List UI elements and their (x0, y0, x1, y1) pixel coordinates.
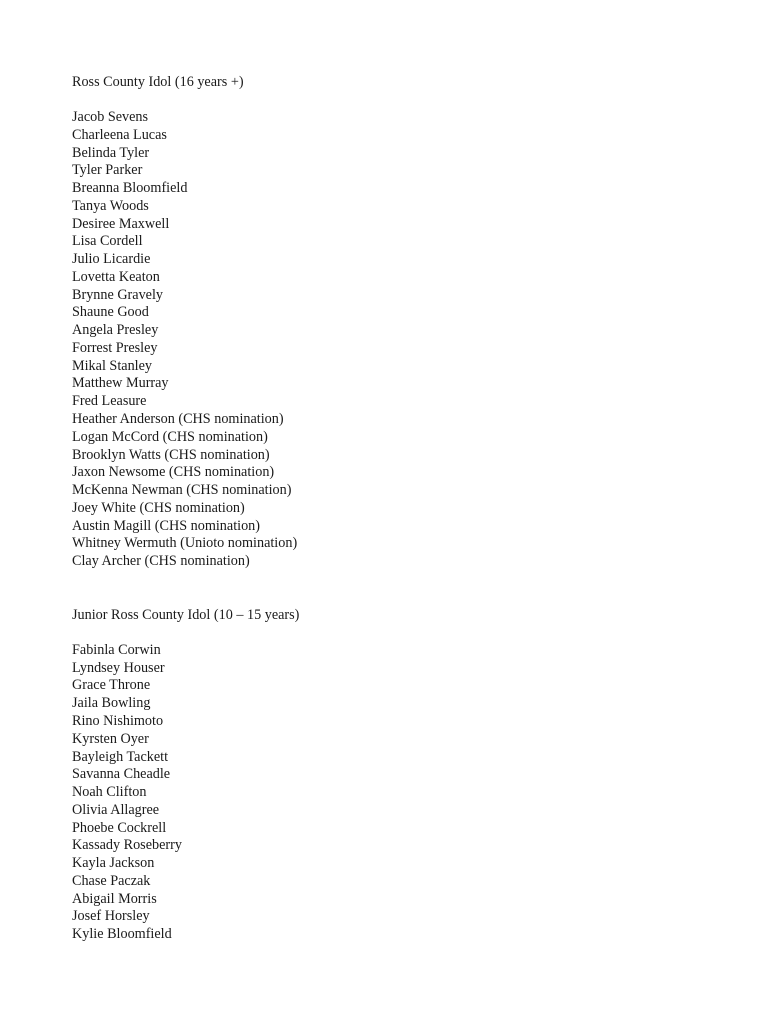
contestant-name: Jaila Bowling (72, 695, 151, 712)
contestant-name: Whitney Wermuth (Unioto nomination) (72, 535, 298, 552)
contestant-name: Charleena Lucas (72, 126, 167, 143)
contestant-name: Fred Leasure (72, 393, 147, 410)
contestant-name: Breanna Bloomfield (72, 180, 188, 197)
contestant-name: Grace Throne (72, 677, 151, 694)
contestant-list-junior-ross-county-idol (72, 642, 712, 944)
contestant-name: Forrest Presley (72, 339, 158, 356)
contestant-name: McKenna Newman (CHS nomination) (72, 482, 292, 499)
contestant-name: Logan McCord (CHS nomination) (72, 428, 268, 445)
contestant-name: Rino Nishimoto (72, 712, 164, 729)
section-title-ross-county-idol: Ross County Idol (16 years +) (72, 74, 244, 90)
contestant-name: Mikal Stanley (72, 357, 152, 374)
contestant-name: Noah Clifton (72, 784, 147, 801)
contestant-name: Julio Licardie (72, 251, 151, 268)
contestant-name: Austin Magill (CHS nomination) (72, 517, 260, 534)
contestant-name: Matthew Murray (72, 375, 169, 392)
contestant-name: Angela Presley (72, 322, 159, 339)
contestant-name: Clay Archer (CHS nomination) (72, 553, 250, 570)
contestant-name: Phoebe Cockrell (72, 819, 167, 836)
contestant-name: Josef Horsley (72, 908, 150, 925)
contestant-name: Kylie Bloomfield (72, 926, 172, 943)
contestant-list-ross-county-idol (72, 109, 712, 571)
contestant-name: Kyrsten Oyer (72, 730, 149, 747)
contestant-name: Brynne Gravely (72, 286, 164, 303)
contestant-name: Heather Anderson (CHS nomination) (72, 411, 284, 428)
contestant-name: Tyler Parker (72, 162, 143, 179)
contestant-name: Tanya Woods (72, 197, 149, 214)
contestant-name: Joey White (CHS nomination) (72, 499, 245, 516)
contestant-name: Jacob Sevens (72, 109, 149, 125)
contestant-name: Savanna Cheadle (72, 766, 171, 783)
contestant-name: Belinda Tyler (72, 144, 150, 161)
contestant-name: Kassady Roseberry (72, 837, 182, 854)
contestant-name: Abigail Morris (72, 890, 157, 907)
document-body (72, 73, 712, 944)
contestant-name: Chase Paczak (72, 872, 151, 889)
contestant-name: Shaune Good (72, 304, 149, 321)
contestant-name: Jaxon Newsome (CHS nomination) (72, 464, 275, 481)
contestant-name: Fabinla Corwin (72, 641, 161, 658)
contestant-name: Brooklyn Watts (CHS nomination) (72, 446, 270, 463)
contestant-name: Lovetta Keaton (72, 268, 160, 285)
contestant-name: Olivia Allagree (72, 801, 160, 818)
contestant-name: Kayla Jackson (72, 855, 155, 872)
contestant-name: Desiree Maxwell (72, 215, 170, 232)
section-title-junior-ross-county-idol: Junior Ross County Idol (10 – 15 years) (72, 606, 300, 623)
contestant-name: Lisa Cordell (72, 233, 143, 250)
contestant-name: Lyndsey Houser (72, 659, 165, 676)
contestant-name: Bayleigh Tackett (72, 748, 169, 765)
